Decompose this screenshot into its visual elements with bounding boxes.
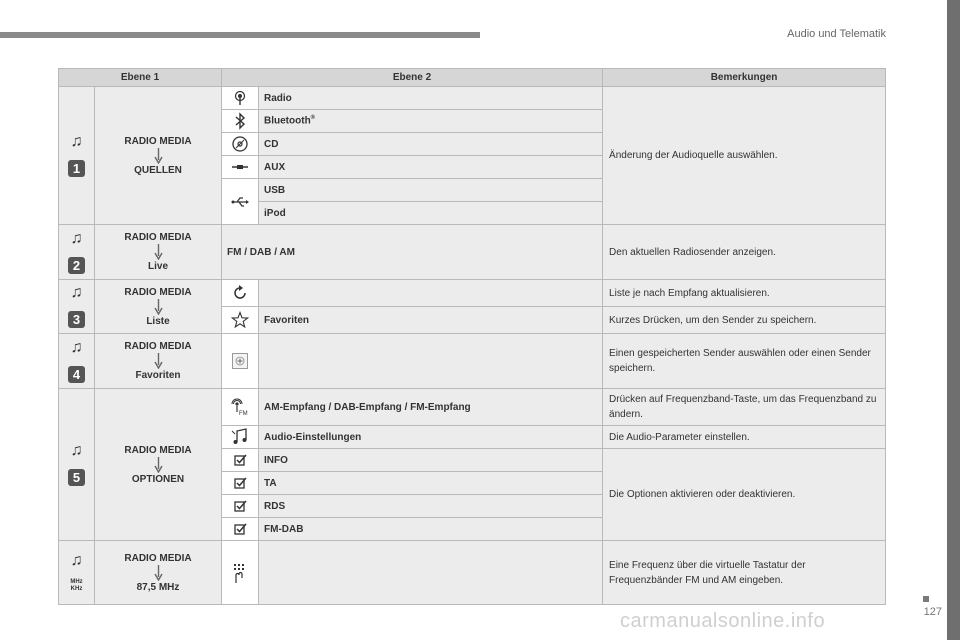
function-icon-cell [222, 472, 259, 495]
checkbox-icon [231, 520, 249, 538]
function-label: FM-DAB [259, 518, 603, 541]
column-header-ebene-1: Ebene 1 [59, 69, 222, 87]
function-icon-cell [222, 541, 259, 605]
function-label [259, 280, 603, 307]
fm-reception-icon [231, 398, 249, 416]
remark-cell: Änderung der Audioquelle auswählen. [603, 87, 886, 225]
table-row [59, 280, 886, 307]
function-label [259, 541, 603, 605]
function-label: INFO [259, 449, 603, 472]
checkbox-icon [231, 497, 249, 515]
remark-cell: Kurzes Drücken, um den Sender zu speichern. [603, 307, 886, 334]
svg-text:FM: FM [239, 411, 248, 416]
watermark: carmanualsonline.info [620, 610, 826, 632]
frequency-unit-icon [70, 579, 82, 593]
checkbox-icon [231, 474, 249, 492]
function-icon-cell [222, 156, 259, 179]
music-note-icon: ♫ [70, 338, 83, 356]
table-row [59, 225, 886, 280]
function-label: USB [259, 179, 603, 202]
function-label: RDS [259, 495, 603, 518]
menu-path-top: RADIO MEDIA [124, 135, 192, 147]
step-number-badge: 3 [68, 311, 85, 328]
menu-path-top: RADIO MEDIA [124, 552, 192, 564]
function-label: Favoriten [259, 307, 603, 334]
arrow-down-icon [154, 565, 163, 581]
function-label: Radio [259, 87, 603, 110]
usb-icon [231, 193, 249, 211]
menu-path-cell [95, 389, 222, 541]
side-strip [947, 0, 960, 640]
function-icon-cell [222, 110, 259, 133]
section-marker [923, 596, 929, 602]
table-row [59, 334, 886, 389]
music-note-icon: ♫ [70, 284, 83, 301]
function-icon-cell [222, 280, 259, 307]
page-header-title: Audio und Telematik [787, 28, 886, 40]
khz-label: KHz [70, 585, 83, 592]
function-icon-cell [222, 179, 259, 225]
table-row [59, 541, 886, 605]
step-number-badge: 5 [68, 469, 85, 486]
menu-path-bottom: Liste [146, 315, 170, 327]
function-label [259, 110, 603, 133]
arrow-down-icon [154, 299, 163, 315]
menu-path-cell [95, 225, 222, 280]
menu-path-top: RADIO MEDIA [124, 341, 192, 352]
band-label: FM / DAB / AM [227, 246, 295, 258]
remark-cell: Den aktuellen Radiosender anzeigen. [603, 225, 886, 280]
menu-path-bottom: Favoriten [135, 370, 181, 381]
function-label: TA [259, 472, 603, 495]
remark-cell: Einen gespeicherten Sender auswählen oder einen Sender speichern. [603, 334, 886, 389]
step-number-badge: 2 [68, 257, 85, 274]
menu-table [58, 68, 886, 605]
remark-cell: Die Optionen aktivieren oder deaktivieren. [603, 449, 886, 541]
arrow-down-icon [154, 244, 163, 260]
registered-mark: ® [310, 115, 316, 122]
checkbox-icon [231, 451, 249, 469]
bluetooth-label: Bluetooth [264, 115, 311, 127]
function-icon-cell [222, 495, 259, 518]
group-2-icon-cell [59, 225, 95, 280]
remark-cell: Liste je nach Empfang aktualisieren. [603, 280, 886, 307]
add-favorite-icon [231, 352, 249, 370]
function-icon-cell [222, 426, 259, 449]
menu-path-top: RADIO MEDIA [124, 286, 192, 298]
music-note-icon: ♫ [70, 551, 83, 569]
column-header-bemerkungen: Bemerkungen [603, 69, 886, 87]
audio-settings-icon [231, 428, 249, 446]
column-header-ebene-2: Ebene 2 [222, 69, 603, 87]
music-note-icon: ♫ [70, 229, 83, 247]
function-label: iPod [259, 202, 603, 225]
step-number-badge: 1 [68, 160, 85, 177]
menu-path-cell [95, 280, 222, 334]
function-icon-cell [222, 307, 259, 334]
menu-path-top: RADIO MEDIA [124, 232, 192, 243]
function-icon-cell [222, 449, 259, 472]
group-1-icon-cell [59, 87, 95, 225]
step-number-badge: 4 [68, 366, 85, 383]
page-number: 127 [923, 606, 942, 618]
function-icon-cell [222, 518, 259, 541]
arrow-down-icon [154, 353, 163, 369]
aux-icon [231, 158, 249, 176]
keypad-icon [231, 562, 249, 584]
function-icon-cell [222, 389, 259, 426]
remark-cell: Eine Frequenz über die virtuelle Tastatur der Frequenzbänder FM und AM eingeben. [603, 541, 886, 605]
cd-icon [231, 135, 249, 153]
function-icon-cell [222, 133, 259, 156]
menu-path-bottom: Live [148, 261, 169, 272]
menu-path-bottom: QUELLEN [134, 164, 182, 176]
remark-cell: Die Audio-Parameter einstellen. [603, 426, 886, 449]
function-label: Audio-Einstellungen [259, 426, 603, 449]
function-label [222, 225, 603, 280]
table-row [59, 389, 886, 426]
function-label: AUX [259, 156, 603, 179]
refresh-icon [231, 284, 249, 302]
remark-cell: Drücken auf Frequenzband-Taste, um das Frequenzband zu ändern. [603, 389, 886, 426]
arrow-down-icon [154, 457, 163, 473]
function-icon-cell [222, 334, 259, 389]
table-row [59, 87, 886, 110]
menu-path-cell [95, 541, 222, 605]
function-label [259, 334, 603, 389]
menu-path-cell [95, 87, 222, 225]
arrow-down-icon [154, 148, 163, 164]
bluetooth-icon [231, 112, 249, 130]
function-icon-cell [222, 87, 259, 110]
function-label: CD [259, 133, 603, 156]
music-note-icon: ♫ [70, 442, 83, 459]
group-5-icon-cell [59, 389, 95, 541]
top-progress-bar [0, 32, 480, 38]
music-note-icon: ♫ [70, 133, 83, 150]
radio-icon [231, 89, 249, 107]
group-6-icon-cell [59, 541, 95, 605]
star-icon [231, 311, 249, 329]
menu-path-bottom: OPTIONEN [131, 473, 185, 485]
group-3-icon-cell [59, 280, 95, 334]
mhz-label: MHz [70, 578, 83, 585]
group-4-icon-cell [59, 334, 95, 389]
menu-path-cell [95, 334, 222, 389]
menu-path-top: RADIO MEDIA [124, 444, 192, 456]
function-label: AM-Empfang / DAB-Empfang / FM-Empfang [259, 389, 603, 426]
menu-path-bottom: 87,5 MHz [136, 581, 180, 593]
